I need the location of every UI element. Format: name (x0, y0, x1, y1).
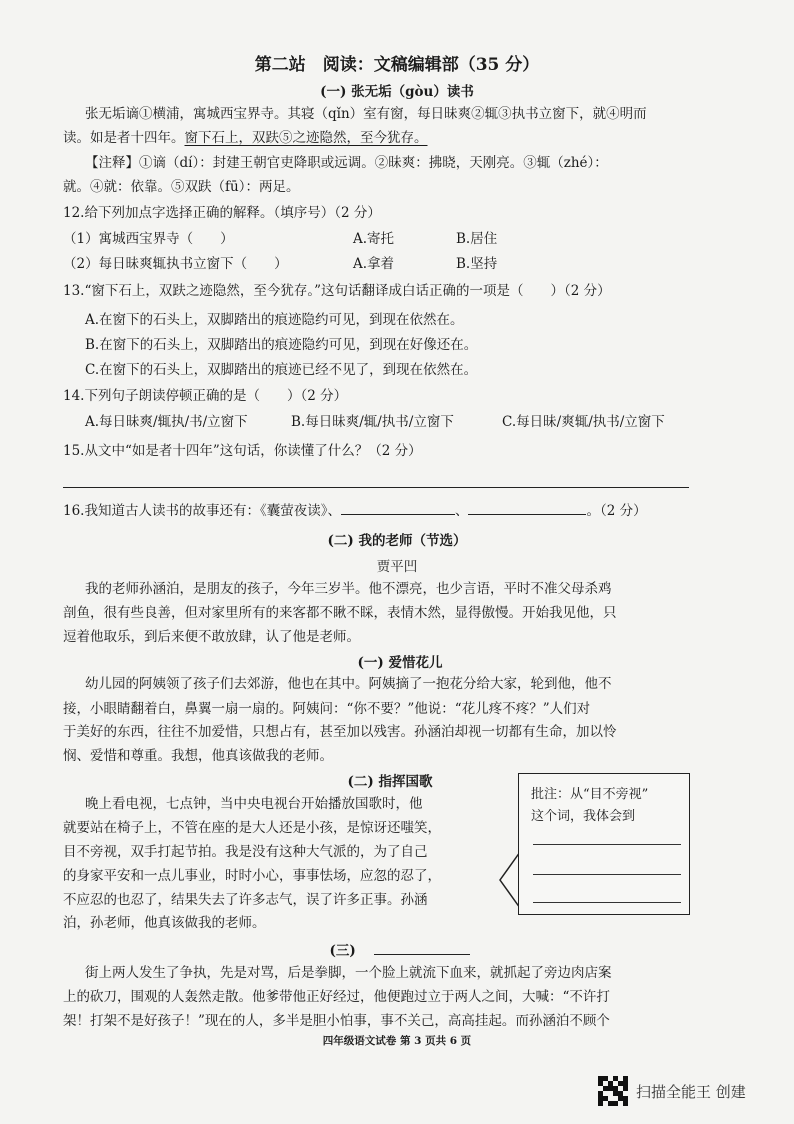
passage2-line: 的身家平安和一点儿事业，时时小心，事事怯场，应忽的忍了， (63, 868, 441, 884)
passage2-line: 目不旁视，双手打起节拍。我是没有这种大气派的，为了自己 (63, 844, 428, 860)
question-14: 14.下列句子朗读停顿正确的是（ ）（2 分） (63, 388, 348, 404)
passage1-note: 就。④就：依靠。⑤双趺（fū）：两足。 (63, 179, 300, 195)
passage2-line: 晚上看电视，七点钟，当中央电视台开始播放国歌时，他 (85, 796, 423, 812)
question-14-options (63, 412, 694, 432)
question-14-option-a: A.每日昧爽/辄执/书/立窗下 (85, 414, 248, 430)
passage2-line: 接，小眼睛翻着白，鼻翼一扇一扇的。阿姨问：“你不要？”他说：“花儿疼不疼？”人们对 (63, 701, 591, 717)
question-13: 13.“窗下石上，双趺之迹隐然，至今犹存。”这句话翻译成白话正确的一项是（ ）（2 分） (63, 283, 611, 299)
callout-text (531, 784, 648, 828)
passage2-line: 逗着他取乐，到后来便不敢放肆，认了他是老师。 (63, 629, 360, 645)
passage2-line: 上的砍刀，围观的人轰然走散。他爹带他正好经过，他便跑过立于两人之间，大喊：“不许打 (63, 989, 610, 1005)
option-a: A.拿着 (353, 256, 395, 272)
passage2-line: 于美好的东西，往往不加爱惜，只想占有，甚至加以残害。孙涵泊却视一切都有生命，加以怜 (63, 724, 617, 740)
callout-answer-line[interactable] (533, 902, 681, 903)
passage2-line: 悯、爱惜和尊重。我想，他真该做我的老师。 (63, 748, 333, 764)
passage2-line: 我的老师孙涵泊，是朋友的孩子，今年三岁半。他不漂亮，也少言语，平时不准父母杀鸡 (85, 581, 612, 597)
question-12-2-stem: （2）每日昧爽辄执书立窗下（ ） (63, 256, 288, 272)
subheading-3-label: (三) (329, 943, 356, 959)
answer-line[interactable] (63, 487, 689, 488)
passage2-line: 不应忍的也忍了，结果失去了许多志气，误了许多正事。孙涵 (63, 892, 428, 908)
passage2-line: 就要站在椅子上，不管在座的是大人还是小孩，是惊讶还嗤笑， (63, 820, 441, 836)
passage2-line: 架！打架不是好孩子！”现在的人，多半是胆小怕事，事不关己，高高挂起。而孙涵泊不顾个 (63, 1013, 610, 1029)
passage1-note: 【注释】①谪（dí）：封建王朝官吏降职或远调。②昧爽：拂晓，天刚亮。③辄（zhé）： (85, 155, 608, 171)
question-12-item-2 (63, 254, 694, 274)
passage1-text: 读。如是者十四年。 (63, 130, 185, 146)
question-16-end: 。（2 分） (586, 503, 647, 519)
callout-answer-line[interactable] (533, 874, 681, 875)
question-15: 15.从文中“如是者十四年”这句话，你读懂了什么？（2 分） (63, 443, 422, 459)
qr-code-icon (598, 1076, 628, 1106)
annotation-callout (518, 773, 690, 915)
section-title: 第二站 阅读：文稿编辑部（35 分） (254, 55, 540, 75)
passage1-line (63, 128, 694, 148)
passage1-heading: (一) 张无垢（gòu）读书 (320, 84, 474, 100)
passage2-heading: (二) 我的老师（节选） (327, 533, 467, 549)
callout-answer-line[interactable] (533, 844, 681, 845)
option-a: A.寄托 (353, 231, 395, 247)
passage2-author: 贾平凹 (376, 559, 418, 575)
question-13-option-a: A.在窗下的石头上，双脚踏出的痕迹隐约可见，到现在依然在。 (85, 312, 464, 328)
callout-line-1: 批注：从“目不旁视” (531, 787, 649, 802)
question-14-option-b: B.每日昧爽/辄/执书/立窗下 (291, 414, 454, 430)
passage2-line: 街上两人发生了争执，先是对骂，后是拳脚，一个脸上就流下血来，就抓起了旁边肉店案 (85, 965, 612, 981)
subheading-2: (二) 指挥国歌 (347, 774, 433, 790)
question-12: 12.给下列加点字选择正确的解释。（填序号）（2 分） (63, 205, 381, 221)
passage1-underlined-sentence: 窗下石上，双趺⑤之迹隐然，至今犹存。 (184, 130, 428, 146)
question-16-separator: 、 (454, 503, 469, 519)
question-14-option-c: C.每日昧/爽辄/执书/立窗下 (502, 414, 665, 430)
answer-blank[interactable] (468, 500, 586, 515)
passage2-line: 幼儿园的阿姨领了孩子们去郊游，他也在其中。阿姨摘了一抱花分给大家，轮到他，他不 (85, 676, 612, 692)
question-12-1-stem: （1）寓城西宝界寺（ ） (63, 231, 234, 247)
callout-line-2: 这个词，我体会到 (531, 809, 636, 824)
subheading-3 (300, 939, 500, 959)
scanner-watermark (598, 1076, 746, 1106)
title-blank[interactable] (374, 940, 470, 955)
subheading-1: (一) 爱惜花儿 (357, 655, 443, 671)
question-16-stem: 16.我知道古人读书的故事还有：《囊萤夜读》、 (63, 503, 341, 519)
page-footer: 四年级语文试卷 第 3 页共 6 页 (322, 1035, 472, 1047)
answer-blank[interactable] (341, 500, 455, 515)
option-b: B.坚持 (456, 256, 498, 272)
question-12-item-1 (63, 229, 694, 249)
question-13-option-c: C.在窗下的石头上，双脚踏出的痕迹已经不见了，到现在依然在。 (85, 362, 478, 378)
scanner-label: 扫描全能王 创建 (636, 1082, 746, 1101)
option-b: B.居住 (456, 231, 498, 247)
passage1-line: 张无垢谪①横浦，寓城西宝界寺。其寝（qǐn）室有窗，每日昧爽②辄③执书立窗下，就④明而 (85, 106, 647, 122)
question-16 (63, 500, 694, 521)
passage2-line: 剖鱼，很有些良善，但对家里所有的来客都不瞅不睬，表情木然，显得傲慢。开始我见他，只 (63, 605, 617, 621)
passage2-line: 泊，孙老师，他真该做我的老师。 (63, 915, 266, 931)
question-13-option-b: B.在窗下的石头上，双脚踏出的痕迹隐约可见，到现在好像还在。 (85, 337, 478, 353)
